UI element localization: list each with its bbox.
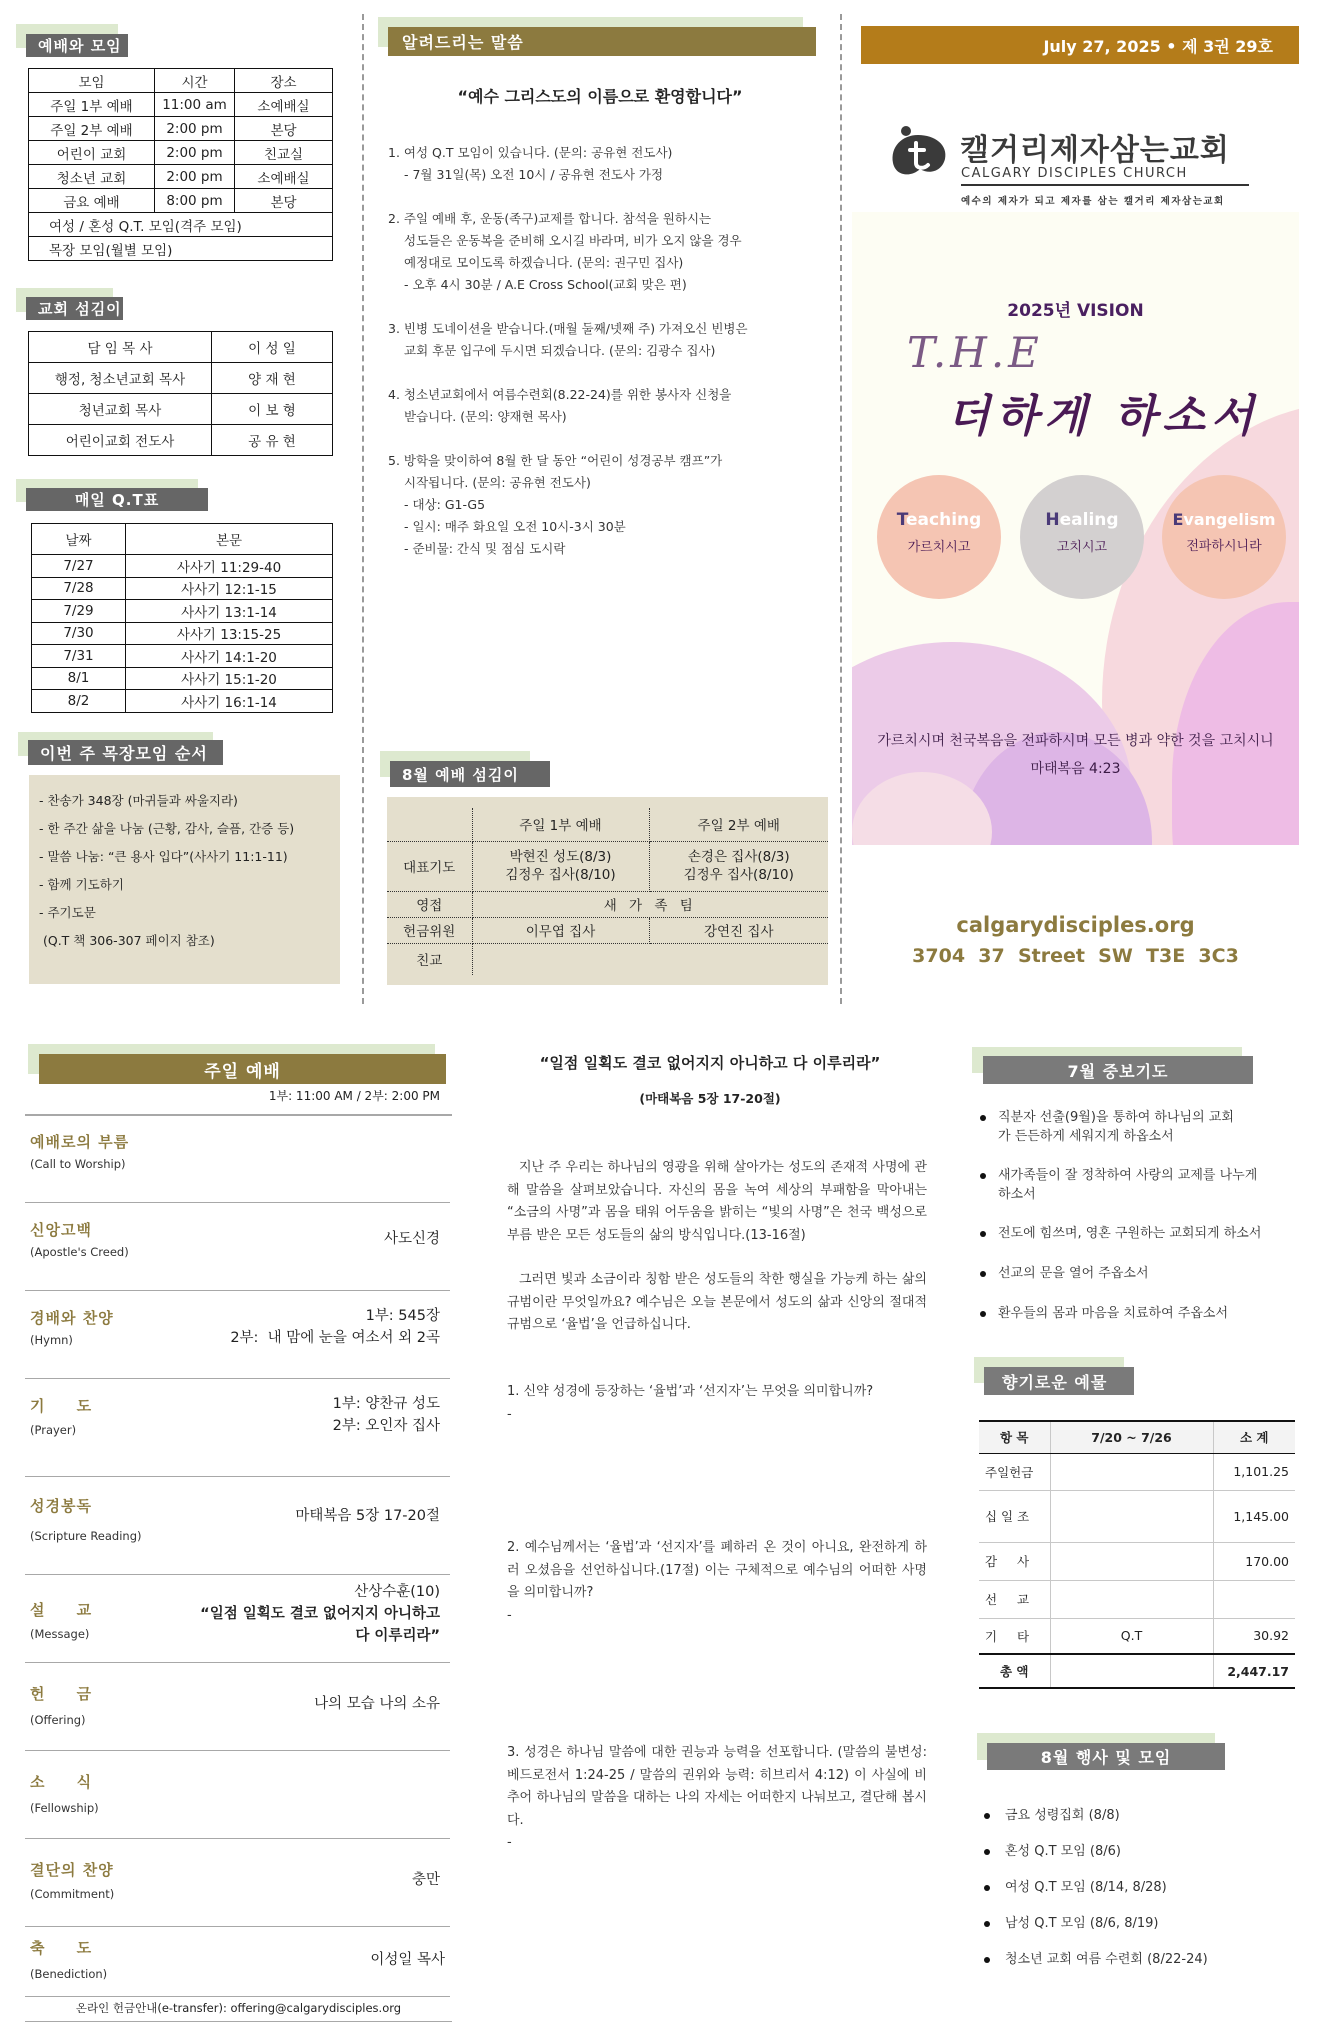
qt-date: 7/29 — [32, 600, 126, 623]
column-header: 본문 — [126, 524, 333, 555]
order-item-commitment — [25, 1839, 450, 1927]
table-row — [29, 237, 333, 261]
section-title: 주일 예배 — [39, 1054, 446, 1084]
circle-initial: H — [1045, 510, 1060, 530]
meeting-name: 주일 2부 예배 — [29, 117, 155, 141]
question-text: 2. 예수님께서는 ‘율법’과 ‘선지자’를 폐하러 온 것이 아니요, 완전하게 하러 오셨음을 선언하십니다.(17절) 이는 구체적으로 예수님의 어떠한 사명을 의미합니까? — [507, 1540, 927, 1600]
row-label: 헌금위원 — [387, 917, 472, 943]
order-value: 마태복음 5장 17-20절 — [295, 1508, 440, 1524]
order-item-fellowship — [25, 1751, 450, 1839]
row-label: 대표기도 — [387, 841, 472, 891]
list-item: - 한 주간 삶을 나눔 (근황, 감사, 슬픔, 간증 등) — [39, 821, 295, 836]
table-row — [29, 425, 333, 456]
row-label: 영접 — [387, 891, 472, 917]
vision-circle-teaching — [877, 475, 1001, 599]
order-value: 2부: 오인자 집사 — [332, 1418, 440, 1434]
column-header: 날짜 — [32, 524, 126, 555]
offering-note — [1050, 1453, 1213, 1490]
sermon-question-3 — [507, 1742, 927, 1855]
qt-passage: 사사기 14:1-20 — [126, 645, 333, 668]
announcement-item — [388, 208, 818, 296]
order-item-offering — [25, 1663, 450, 1751]
table-row — [32, 690, 333, 713]
offering-servant: 이무엽 집사 — [472, 917, 649, 943]
total-row — [979, 1654, 1295, 1688]
order-value: 1부: 545장 — [365, 1308, 440, 1324]
order-item-prayer — [25, 1379, 450, 1477]
announcement-line: - 일시: 매주 화요일 오전 10시-3시 30분 — [404, 519, 626, 534]
announcement-line: - 7월 31일(목) 오전 10시 / 공유현 전도사 가정 — [404, 167, 664, 182]
qt-passage: 사사기 16:1-14 — [126, 690, 333, 713]
welcome-heading: “예수 그리스도의 이름으로 환영합니다” — [457, 87, 743, 106]
question-text: 1. 신약 성경에 등장하는 ‘율법’과 ‘선지자’는 무엇을 의미합니까? — [507, 1384, 874, 1399]
online-offering-note: 온라인 헌금안내(e-transfer): offering@calgarydisciples.org — [25, 2000, 452, 2022]
order-item-call-to-worship — [25, 1115, 450, 1203]
qt-date: 7/27 — [32, 555, 126, 578]
list-item: 혼성 Q.T 모임 (8/6) — [980, 1842, 1300, 1862]
column-header: 시간 — [155, 69, 235, 93]
sermon-title: “일점 일획도 결코 없어지지 아니하고 — [200, 1606, 440, 1622]
table-row — [29, 332, 333, 363]
order-title: 소 식 — [30, 1773, 93, 1791]
role: 어린이교회 전도사 — [29, 425, 212, 456]
table-row — [387, 891, 828, 917]
website-link[interactable]: calgarydisciples.org — [956, 913, 1195, 937]
meeting-time: 8:00 pm — [155, 189, 235, 213]
commitment-hymn: 충만 — [411, 1872, 440, 1888]
announcement-line: - 오후 4시 30분 / A.E Cross School(교회 맞은 편) — [404, 277, 687, 292]
vision-verse: 가르치시며 천국복음을 전파하시며 모든 병과 약한 것을 고치시니 — [877, 733, 1274, 749]
order-subtitle: (Hymn) — [30, 1333, 73, 1347]
section-title: 알려드리는 말씀 — [388, 27, 816, 56]
list-item: 여성 Q.T 모임 (8/14, 8/28) — [980, 1878, 1300, 1898]
section-title: 교회 섬김이 — [26, 297, 123, 320]
person-name: 양 재 현 — [212, 363, 333, 394]
table-row — [387, 917, 828, 943]
person-name: 이 성 일 — [212, 332, 333, 363]
vision-verse-ref: 마태복음 4:23 — [1030, 761, 1121, 777]
table-row — [32, 645, 333, 668]
section-title: 이번 주 목장모임 순서 — [28, 740, 223, 765]
prayer-leader: 김정우 집사(8/10) — [505, 867, 616, 883]
section-title: 예배와 모임 — [26, 34, 128, 57]
offering-category: 감 사 — [979, 1542, 1050, 1580]
vision-circle-healing — [1020, 475, 1144, 599]
order-title: 헌 금 — [30, 1685, 93, 1703]
order-subtitle: (Offering) — [30, 1713, 86, 1727]
order-title: 성경봉독 — [30, 1497, 92, 1515]
order-subtitle: (Commitment) — [30, 1887, 115, 1901]
issue-date: July 27, 2025 • 제 3권 29호 — [1043, 36, 1273, 56]
meeting-place: 소예배실 — [235, 165, 333, 189]
order-value: 1부: 양찬규 성도 — [332, 1396, 440, 1412]
announcement-line: 시작됩니다. (문의: 공유현 전도사) — [404, 475, 591, 490]
church-address: 3704 37 Street SW T3E 3C3 — [912, 945, 1239, 967]
circle-word: ealing — [1059, 510, 1119, 530]
qt-passage: 사사기 11:29-40 — [126, 555, 333, 578]
column-header: 주일 2부 예배 — [649, 808, 828, 841]
table-row — [979, 1490, 1295, 1542]
circle-word: vangelism — [1183, 510, 1276, 529]
table-row — [32, 577, 333, 600]
announcement-item — [388, 450, 818, 560]
offering-category: 선 교 — [979, 1580, 1050, 1618]
announcement-line: 예정대로 모이도록 하겠습니다. (문의: 권구민 집사) — [404, 255, 684, 270]
total-label: 총 액 — [979, 1654, 1050, 1688]
qt-passage: 사사기 12:1-15 — [126, 577, 333, 600]
question-text: 3. 성경은 하나님 말씀에 대한 권능과 능력을 선포합니다. (말씀의 불변성: 베드로전서 1:24-25 / 말씀의 권위와 능력: 히브리서 4:12) 이 사실에 비추어 하나님의 말씀을 대하는 나의 자세는 어떠한지 나눠보고, 결단해 봅시다. — [507, 1745, 927, 1828]
usher-team: 새 가 족 팀 — [472, 891, 828, 917]
august-service-table — [387, 808, 828, 975]
order-title: 축 도 — [30, 1939, 93, 1957]
offering-amount: 170.00 — [1213, 1542, 1295, 1580]
vision-slogan: 더하게 하소서 — [947, 391, 1260, 442]
announcement-line: 1. 여성 Q.T 모임이 있습니다. (문의: 공유현 전도사) — [388, 145, 673, 160]
column-divider — [362, 14, 364, 1004]
circle-word: eaching — [906, 510, 982, 530]
person-name: 공 유 현 — [212, 425, 333, 456]
qt-passage: 사사기 13:15-25 — [126, 622, 333, 645]
list-item: 직분자 선출(9월)을 통하여 하나님의 교회가 든든하게 세워지게 하옵소서 — [976, 1108, 1246, 1146]
offering-amount: 1,145.00 — [1213, 1490, 1295, 1542]
sermon-question-1 — [507, 1381, 927, 1426]
sermon-title: 다 이루리라” — [355, 1628, 440, 1644]
offering-amount — [1213, 1580, 1295, 1618]
meeting-name: 금요 예배 — [29, 189, 155, 213]
offering-note — [1050, 1580, 1213, 1618]
table-row — [979, 1618, 1295, 1654]
church-name-en: CALGARY DISCIPLES CHURCH — [961, 166, 1188, 181]
offering-note — [1050, 1542, 1213, 1580]
announcement-line: 교회 후문 입구에 두시면 되겠습니다. (문의: 김광수 집사) — [404, 343, 716, 358]
prayer-leader: 박현진 성도(8/3) — [509, 849, 612, 865]
offering-note — [1050, 1490, 1213, 1542]
answer-blank[interactable]: - — [507, 1406, 512, 1422]
meeting-place: 본당 — [235, 117, 333, 141]
qt-passage: 사사기 15:1-20 — [126, 667, 333, 690]
sermon-paragraph: 그러면 빛과 소금이라 칭함 받은 성도들의 착한 행실을 가능케 하는 삶의 규범이란 무엇일까요? 예수님은 오늘 본문에서 성도의 삶과 신앙의 절대적 규범으로 ‘율법’을 언급하십니다. — [507, 1272, 927, 1332]
column-header: 7/20 ~ 7/26 — [1050, 1421, 1213, 1453]
offering-note: Q.T — [1050, 1618, 1213, 1654]
qt-date: 8/1 — [32, 667, 126, 690]
table-row — [387, 943, 828, 975]
table-row — [387, 841, 828, 891]
offering-hymn: 나의 모습 나의 소유 — [314, 1696, 440, 1712]
meeting-time: 2:00 pm — [155, 117, 235, 141]
meeting-time: 2:00 pm — [155, 165, 235, 189]
vision-circle-evangelism — [1162, 475, 1286, 599]
order-subtitle: (Apostle's Creed) — [30, 1245, 129, 1259]
table-row — [32, 622, 333, 645]
announcement-item — [388, 384, 818, 428]
list-item: 금요 성령집회 (8/8) — [980, 1806, 1300, 1826]
total-amount: 2,447.17 — [1213, 1654, 1295, 1688]
list-item: 새가족들이 잘 정착하여 사랑의 교제를 나누게 하소서 — [976, 1166, 1266, 1204]
meeting-place: 소예배실 — [235, 93, 333, 117]
announcement-line: 받습니다. (문의: 양재현 목사) — [404, 409, 567, 424]
table-row — [29, 394, 333, 425]
role: 청년교회 목사 — [29, 394, 212, 425]
order-title: 경배와 찬양 — [30, 1309, 114, 1327]
order-subtitle: (Message) — [30, 1627, 90, 1641]
table-row — [29, 189, 333, 213]
order-item-scripture-reading — [25, 1477, 450, 1575]
order-subtitle: (Call to Worship) — [30, 1157, 126, 1171]
role: 행정, 청소년교회 목사 — [29, 363, 212, 394]
announcement-line: 성도들은 운동복을 준비해 오시길 바라며, 비가 오지 않을 경우 — [404, 233, 742, 248]
announcement-item — [388, 142, 818, 186]
table-row — [32, 600, 333, 623]
circle-ko: 고치시고 — [1056, 540, 1108, 555]
table-row — [32, 667, 333, 690]
qt-date: 7/30 — [32, 622, 126, 645]
list-item: - 말씀 나눔: “큰 용사 입다”(사사기 11:1-11) — [39, 849, 288, 864]
column-header: 모임 — [29, 69, 155, 93]
column-header: 주일 1부 예배 — [472, 808, 649, 841]
date-bar — [861, 26, 1299, 64]
vision-poster — [852, 212, 1299, 845]
order-item-benediction — [25, 1927, 450, 1997]
logo-underline — [961, 184, 1249, 186]
circle-initial: E — [1172, 510, 1184, 529]
meeting-place: 친교실 — [235, 141, 333, 165]
offering-amount: 30.92 — [1213, 1618, 1295, 1654]
row-label: 친교 — [387, 943, 472, 975]
the-acronym: T.H.E — [907, 328, 1043, 377]
column-header: 소 계 — [1213, 1421, 1295, 1453]
section-title: 8월 예배 섬김이 — [390, 761, 550, 787]
list-item: 청소년 교회 여름 수련회 (8/22-24) — [980, 1950, 1300, 1970]
order-value: 2부: 내 맘에 눈을 여소서 외 2곡 — [230, 1330, 440, 1346]
order-subtitle: (Scripture Reading) — [30, 1529, 142, 1543]
announcement-line: 2. 주일 예배 후, 운동(족구)교제를 합니다. 참석을 원하시는 — [388, 211, 712, 226]
meeting-note: 여성 / 혼성 Q.T. 모임(격주 모임) — [29, 213, 333, 237]
list-item: 선교의 문을 열어 주옵소서 — [976, 1264, 1296, 1283]
section-title: 향기로운 예물 — [984, 1367, 1134, 1395]
church-servants-table — [28, 331, 333, 456]
order-subtitle: (Fellowship) — [30, 1801, 99, 1815]
order-title: 설 교 — [30, 1601, 93, 1619]
list-item: 남성 Q.T 모임 (8/6, 8/19) — [980, 1914, 1300, 1934]
answer-blank[interactable]: - — [507, 1835, 512, 1850]
table-row — [32, 555, 333, 578]
church-tagline: 예수의 제자가 되고 제자를 삼는 캘거리 제자삼는교회 — [961, 196, 1225, 207]
order-item-message — [25, 1575, 450, 1663]
order-title: 신앙고백 — [30, 1221, 92, 1239]
column-header — [387, 808, 472, 841]
offering-category: 주일헌금 — [979, 1453, 1050, 1490]
qt-date: 7/28 — [32, 577, 126, 600]
table-row — [29, 165, 333, 189]
offerings-table — [979, 1420, 1295, 1689]
meeting-name: 청소년 교회 — [29, 165, 155, 189]
list-item: - 함께 기도하기 — [39, 877, 124, 892]
sermon-question-2 — [507, 1537, 927, 1627]
announcement-list — [388, 142, 818, 560]
prayer-leader: 김정우 집사(8/10) — [683, 867, 794, 883]
list-item: - 찬송가 348장 (마귀들과 싸울지라) — [39, 793, 238, 808]
offering-amount: 1,101.25 — [1213, 1453, 1295, 1490]
church-logo — [890, 125, 950, 181]
qt-date: 7/31 — [32, 645, 126, 668]
circle-ko: 전파하시니라 — [1186, 539, 1262, 554]
offering-servant: 강연진 집사 — [649, 917, 828, 943]
table-row — [29, 117, 333, 141]
qt-date: 8/2 — [32, 690, 126, 713]
meeting-note: 목장 모임(월별 모임) — [29, 237, 333, 261]
list-item: (Q.T 책 306-307 페이지 참조) — [39, 933, 215, 948]
meeting-place: 본당 — [235, 189, 333, 213]
order-item-hymn — [25, 1291, 450, 1379]
list-item: 환우들의 몸과 마음을 치료하여 주옵소서 — [976, 1304, 1296, 1323]
table-row — [29, 93, 333, 117]
church-name-ko: 캘거리제자삼는교회 — [960, 133, 1230, 168]
list-item: 전도에 힘쓰며, 영혼 구원하는 교회되게 하소서 — [976, 1224, 1296, 1243]
august-service-box — [387, 797, 828, 985]
meeting-time: 2:00 pm — [155, 141, 235, 165]
table-row — [979, 1542, 1295, 1580]
sermon-title: “일점 일획도 결코 없어지지 아니하고 다 이루리라” — [539, 1054, 881, 1072]
circle-initial: T — [896, 510, 907, 530]
table-row — [979, 1580, 1295, 1618]
offering-category: 십 일 조 — [979, 1490, 1050, 1542]
sermon-paragraph: 지난 주 우리는 하나님의 영광을 위해 살아가는 성도의 존재적 사명에 관해 말씀을 살펴보았습니다. 자신의 몸을 녹여 세상의 부패함을 막아내는 “소금의 사명”과 몸을 태워 어두움을 밝히는 “빛의 사명”은 천국 백성으로 부름 받은 모든 성도들의 삶의 방식입니다.(13-16절) — [507, 1160, 927, 1243]
total-note — [1050, 1654, 1213, 1688]
sermon-reference: (마태복음 5장 17-20절) — [639, 1091, 781, 1106]
church-logo-icon — [890, 125, 950, 181]
person-name: 이 보 형 — [212, 394, 333, 425]
prayer-leader: 손경은 집사(8/3) — [687, 849, 790, 865]
announcement-line: 4. 청소년교회에서 여름수련회(8.22-24)를 위한 봉사자 신청을 — [388, 387, 732, 402]
sermon-series: 산상수훈(10) — [354, 1584, 440, 1600]
service-times: 1부: 11:00 AM / 2부: 2:00 PM — [268, 1089, 440, 1103]
july-prayer-list — [976, 1108, 1296, 1323]
table-row — [979, 1453, 1295, 1490]
list-item: - 주기도문 — [39, 905, 96, 920]
fellowship-servant — [472, 943, 828, 975]
circle-ko: 가르치시고 — [907, 540, 971, 555]
section-title: 매일 Q.T표 — [26, 488, 208, 511]
meeting-time: 11:00 am — [155, 93, 235, 117]
table-row — [29, 363, 333, 394]
role: 담 임 목 사 — [29, 332, 212, 363]
offering-category: 기 타 — [979, 1618, 1050, 1654]
order-title: 기 도 — [30, 1397, 93, 1415]
vision-title: 2025년 VISION — [1007, 301, 1144, 321]
section-title: 8월 행사 및 모임 — [987, 1743, 1225, 1770]
meeting-name: 주일 1부 예배 — [29, 93, 155, 117]
benediction-pastor: 이성일 목사 — [370, 1952, 445, 1968]
announcement-line: 5. 방학을 맞이하여 8월 한 달 동안 “어린이 성경공부 캠프”가 — [388, 453, 723, 468]
section-title: 7월 중보기도 — [983, 1056, 1253, 1084]
daily-qt-table — [31, 523, 333, 713]
answer-blank[interactable]: - — [507, 1607, 512, 1623]
column-header: 장소 — [235, 69, 333, 93]
order-title: 결단의 찬양 — [30, 1861, 114, 1879]
cell-meeting-box — [29, 775, 340, 984]
column-divider — [840, 14, 842, 1004]
announcement-line: 3. 빈병 도네이션을 받습니다.(매월 둘째/넷째 주) 가져오신 빈병은 — [388, 321, 748, 336]
order-title: 예배로의 부름 — [30, 1133, 130, 1151]
table-row — [29, 213, 333, 237]
order-item-apostles-creed — [25, 1203, 450, 1291]
announcement-item — [388, 318, 818, 362]
column-header: 항 목 — [979, 1421, 1050, 1453]
table-row — [29, 141, 333, 165]
sermon-summary — [507, 1157, 927, 1337]
announcement-line: - 대상: G1-G5 — [404, 497, 486, 512]
qt-passage: 사사기 13:1-14 — [126, 600, 333, 623]
order-subtitle: (Benediction) — [30, 1967, 108, 1981]
august-events-list — [980, 1806, 1300, 1970]
meeting-name: 어린이 교회 — [29, 141, 155, 165]
order-value: 사도신경 — [383, 1231, 440, 1247]
worship-meetings-table — [28, 68, 333, 261]
announcement-line: - 준비물: 간식 및 점심 도시락 — [404, 541, 566, 556]
order-subtitle: (Prayer) — [30, 1423, 77, 1437]
